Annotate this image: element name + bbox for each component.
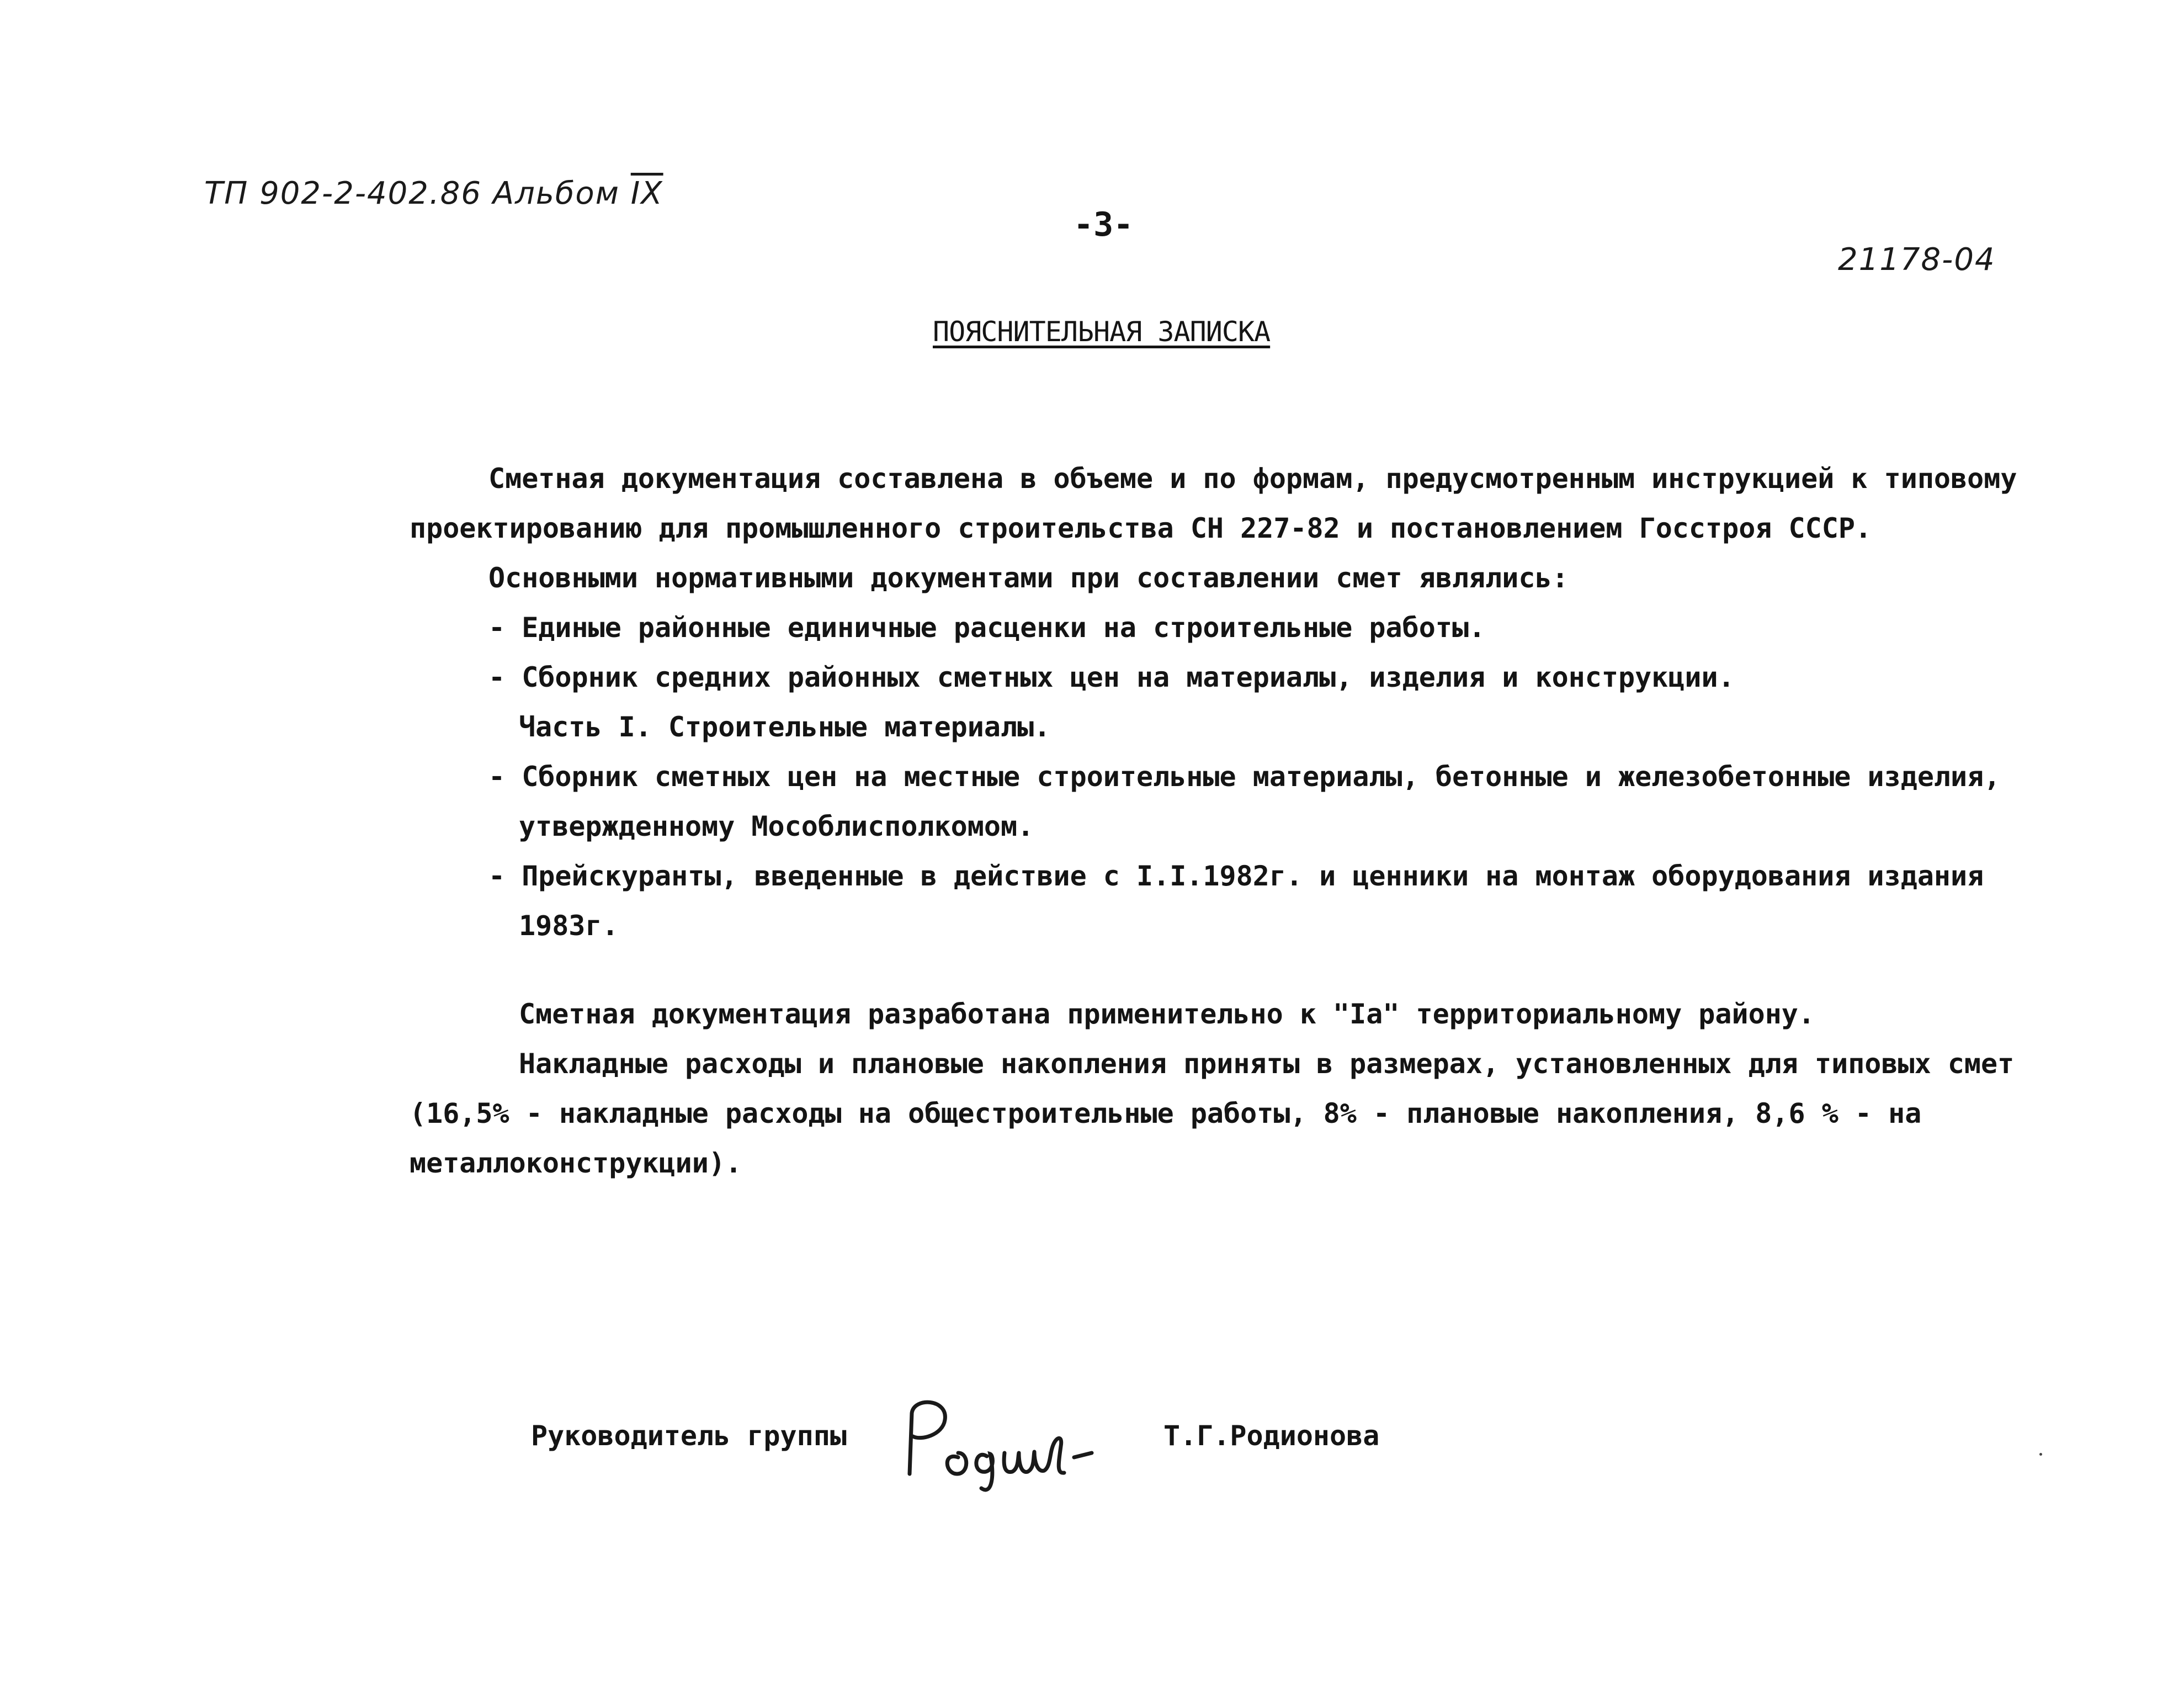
album-roman-numeral: $\overline{IX}$ <box>630 176 663 211</box>
list-item-3: - Сборник сметных цен на местные строительные материалы, бетонные и железобетонные изделия, <box>488 761 2001 793</box>
list-item-4: - Прейскуранты, введенные в действие с I.I.1982г. и ценники на монтаж оборудования издания <box>488 860 1984 892</box>
list-item-3-continuation: утвержденному Мособлисполкомом. <box>519 810 1034 842</box>
page-number: -3- <box>1074 205 1134 244</box>
body-line-territorial: Сметная документация разработана применительно к "Iа" территориальному району. <box>519 998 1815 1030</box>
body-line-overhead-end: металлоконструкции). <box>410 1147 742 1179</box>
body-line-overhead: Накладные расходы и плановые накопления приняты в размерах, установленных для типовых смет <box>519 1048 2015 1080</box>
document-number: 21178-04 <box>1838 242 1996 278</box>
list-item-1: - Единые районные единичные расценки на строительные работы. <box>488 612 1486 644</box>
list-item-2-continuation: Часть I. Строительные материалы. <box>519 711 1051 743</box>
body-line-3: Основными нормативными документами при составлении смет являлись: <box>488 562 1569 594</box>
document-title: ПОЯСНИТЕЛЬНАЯ ЗАПИСКА <box>933 316 1271 348</box>
album-code-text: ТП 902-2-402.86 Альбом <box>204 176 631 211</box>
list-item-2: - Сборник средних районных сметных цен на материалы, изделия и конструкции. <box>488 661 1735 693</box>
body-line-1: Сметная документация составлена в объеме и по формам, предусмотренным инструкцией к типовому <box>488 463 2017 495</box>
list-item-4-continuation: 1983г. <box>519 910 619 942</box>
signatory-name: Т.Г.Родионова <box>1163 1420 1380 1452</box>
album-code <box>204 176 663 211</box>
signatory-position: Руководитель группы <box>531 1420 847 1452</box>
handwritten-signature <box>899 1391 1103 1496</box>
body-line-overhead-rates: (16,5% - накладные расходы на общестроительные работы, 8% - плановые накопления, 8,6 % - на <box>410 1097 1922 1129</box>
scan-speck <box>2039 1453 2042 1456</box>
body-line-2: проектированию для промышленного строительства СН 227-82 и постановлением Госстроя СССР. <box>410 512 1872 544</box>
